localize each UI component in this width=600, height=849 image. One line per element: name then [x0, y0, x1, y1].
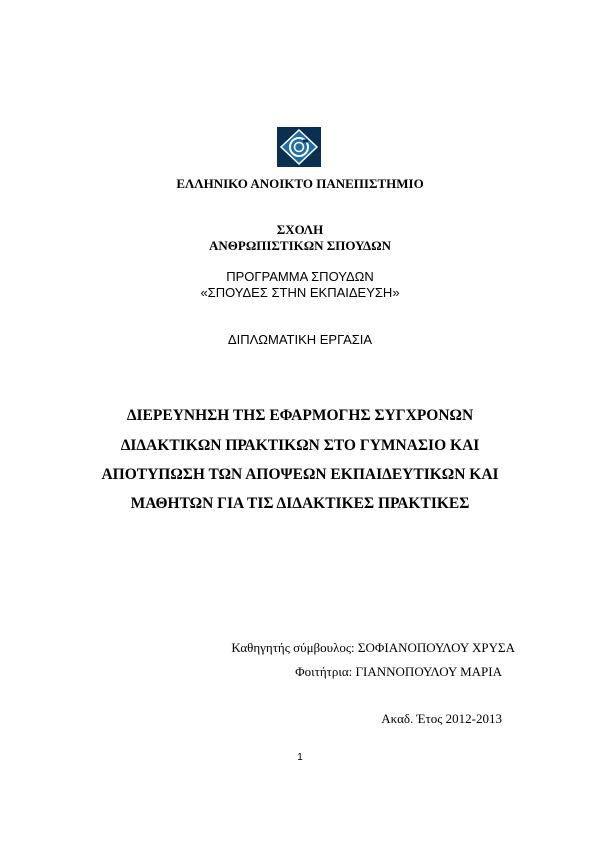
- student-label: Φοιτήτρια:: [295, 664, 353, 679]
- university-name: ΕΛΛΗΝΙΚΟ ΑΝΟΙΚΤΟ ΠΑΝΕΠΙΣΤΗΜΙΟ: [176, 176, 424, 191]
- thesis-title-line-1: ΔΙΕΡΕΥΝΗΣΗ ΤΗΣ ΕΦΑΡΜΟΓΗΣ ΣΥΓΧΡΟΝΩΝ: [126, 407, 474, 424]
- school-name: ΑΝΘΡΩΠΙΣΤΙΚΩΝ ΣΠΟΥΔΩΝ: [208, 238, 391, 253]
- program-label: ΠΡΟΓΡΑΜΜΑ ΣΠΟΥΔΩΝ: [226, 269, 374, 284]
- supervisor-line: [231, 640, 515, 656]
- thesis-title-line-2: ΔΙΔΑΚΤΙΚΩΝ ΠΡΑΚΤΙΚΩΝ ΣΤΟ ΓΥΜΝΑΣΙΟ ΚΑΙ: [120, 437, 480, 454]
- university-logo: [277, 127, 321, 167]
- program-name: «ΣΠΟΥΔΕΣ ΣΤΗΝ ΕΚΠΑΙΔΕΥΣΗ»: [200, 285, 400, 300]
- thesis-title-line-4: ΜΑΘΗΤΩΝ ΓΙΑ ΤΙΣ ΔΙΔΑΚΤΙΚΕΣ ΠΡΑΚΤΙΚΕΣ: [130, 495, 470, 512]
- academic-year: Ακαδ. Έτος 2012-2013: [381, 711, 502, 726]
- supervisor-name: ΣΟΦΙΑΝΟΠΟΥΛΟΥ ΧΡΥΣΑ: [357, 640, 515, 655]
- student-line: [295, 664, 502, 680]
- document-type: ΔΙΠΛΩΜΑΤΙΚΗ ΕΡΓΑΣΙΑ: [227, 332, 373, 347]
- page-number: 1: [297, 752, 303, 763]
- school-label: ΣΧΟΛΗ: [276, 222, 324, 237]
- supervisor-label: Καθηγητής σύμβουλος:: [231, 640, 355, 655]
- student-name: ΓΙΑΝΝΟΠΟΥΛΟΥ ΜΑΡΙΑ: [355, 664, 502, 679]
- thesis-title-line-3: ΑΠΟΤΥΠΩΣΗ ΤΩΝ ΑΠΟΨΕΩΝ ΕΚΠΑΙΔΕΥΤΙΚΩΝ ΚΑΙ: [101, 466, 499, 483]
